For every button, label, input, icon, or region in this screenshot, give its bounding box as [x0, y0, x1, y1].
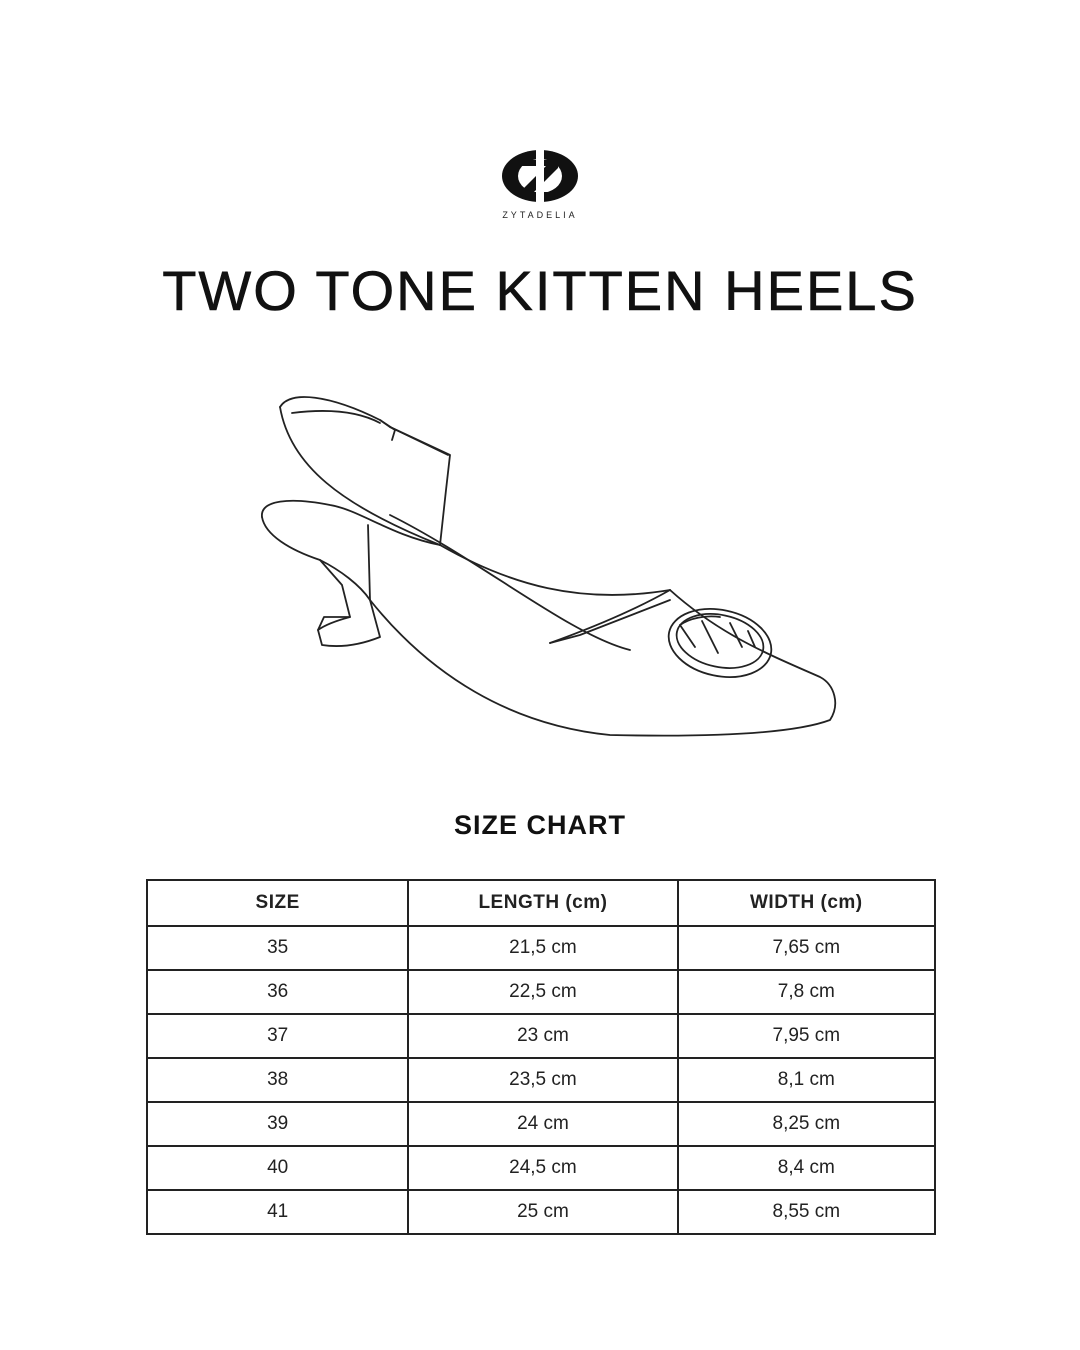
- table-row: [147, 1146, 935, 1190]
- cell-size: 38: [147, 1058, 408, 1102]
- table-row: [147, 970, 935, 1014]
- table-row: [147, 1014, 935, 1058]
- kitten-heel-slingback-shoe-illustration: [250, 385, 850, 745]
- table-row: [147, 1058, 935, 1102]
- cell-width: 7,65 cm: [678, 926, 935, 970]
- header-length: LENGTH (cm): [408, 880, 677, 926]
- brand-name: ZYTADELIA: [502, 210, 578, 220]
- table-row: [147, 926, 935, 970]
- cell-size: 40: [147, 1146, 408, 1190]
- brand-logo: [490, 148, 590, 238]
- cell-size: 35: [147, 926, 408, 970]
- cell-length: 23,5 cm: [408, 1058, 677, 1102]
- cell-width: 7,8 cm: [678, 970, 935, 1014]
- table-row: [147, 1190, 935, 1234]
- cell-size: 41: [147, 1190, 408, 1234]
- cell-length: 22,5 cm: [408, 970, 677, 1014]
- cell-length: 23 cm: [408, 1014, 677, 1058]
- size-chart-title: SIZE CHART: [454, 810, 626, 840]
- cell-width: 8,1 cm: [678, 1058, 935, 1102]
- cell-length: 24,5 cm: [408, 1146, 677, 1190]
- cell-size: 39: [147, 1102, 408, 1146]
- cell-length: 25 cm: [408, 1190, 677, 1234]
- cell-width: 8,25 cm: [678, 1102, 935, 1146]
- cell-length: 21,5 cm: [408, 926, 677, 970]
- cell-width: 7,95 cm: [678, 1014, 935, 1058]
- header-width: WIDTH (cm): [678, 880, 935, 926]
- cell-length: 24 cm: [408, 1102, 677, 1146]
- table-row: [147, 1102, 935, 1146]
- cell-size: 37: [147, 1014, 408, 1058]
- table-header-row: [147, 880, 935, 926]
- cell-width: 8,55 cm: [678, 1190, 935, 1234]
- page-title: TWO TONE KITTEN HEELS: [162, 259, 918, 322]
- header-size: SIZE: [147, 880, 408, 926]
- zd-monogram-icon: [500, 148, 580, 204]
- cell-width: 8,4 cm: [678, 1146, 935, 1190]
- cell-size: 36: [147, 970, 408, 1014]
- size-chart-table: [146, 879, 936, 1235]
